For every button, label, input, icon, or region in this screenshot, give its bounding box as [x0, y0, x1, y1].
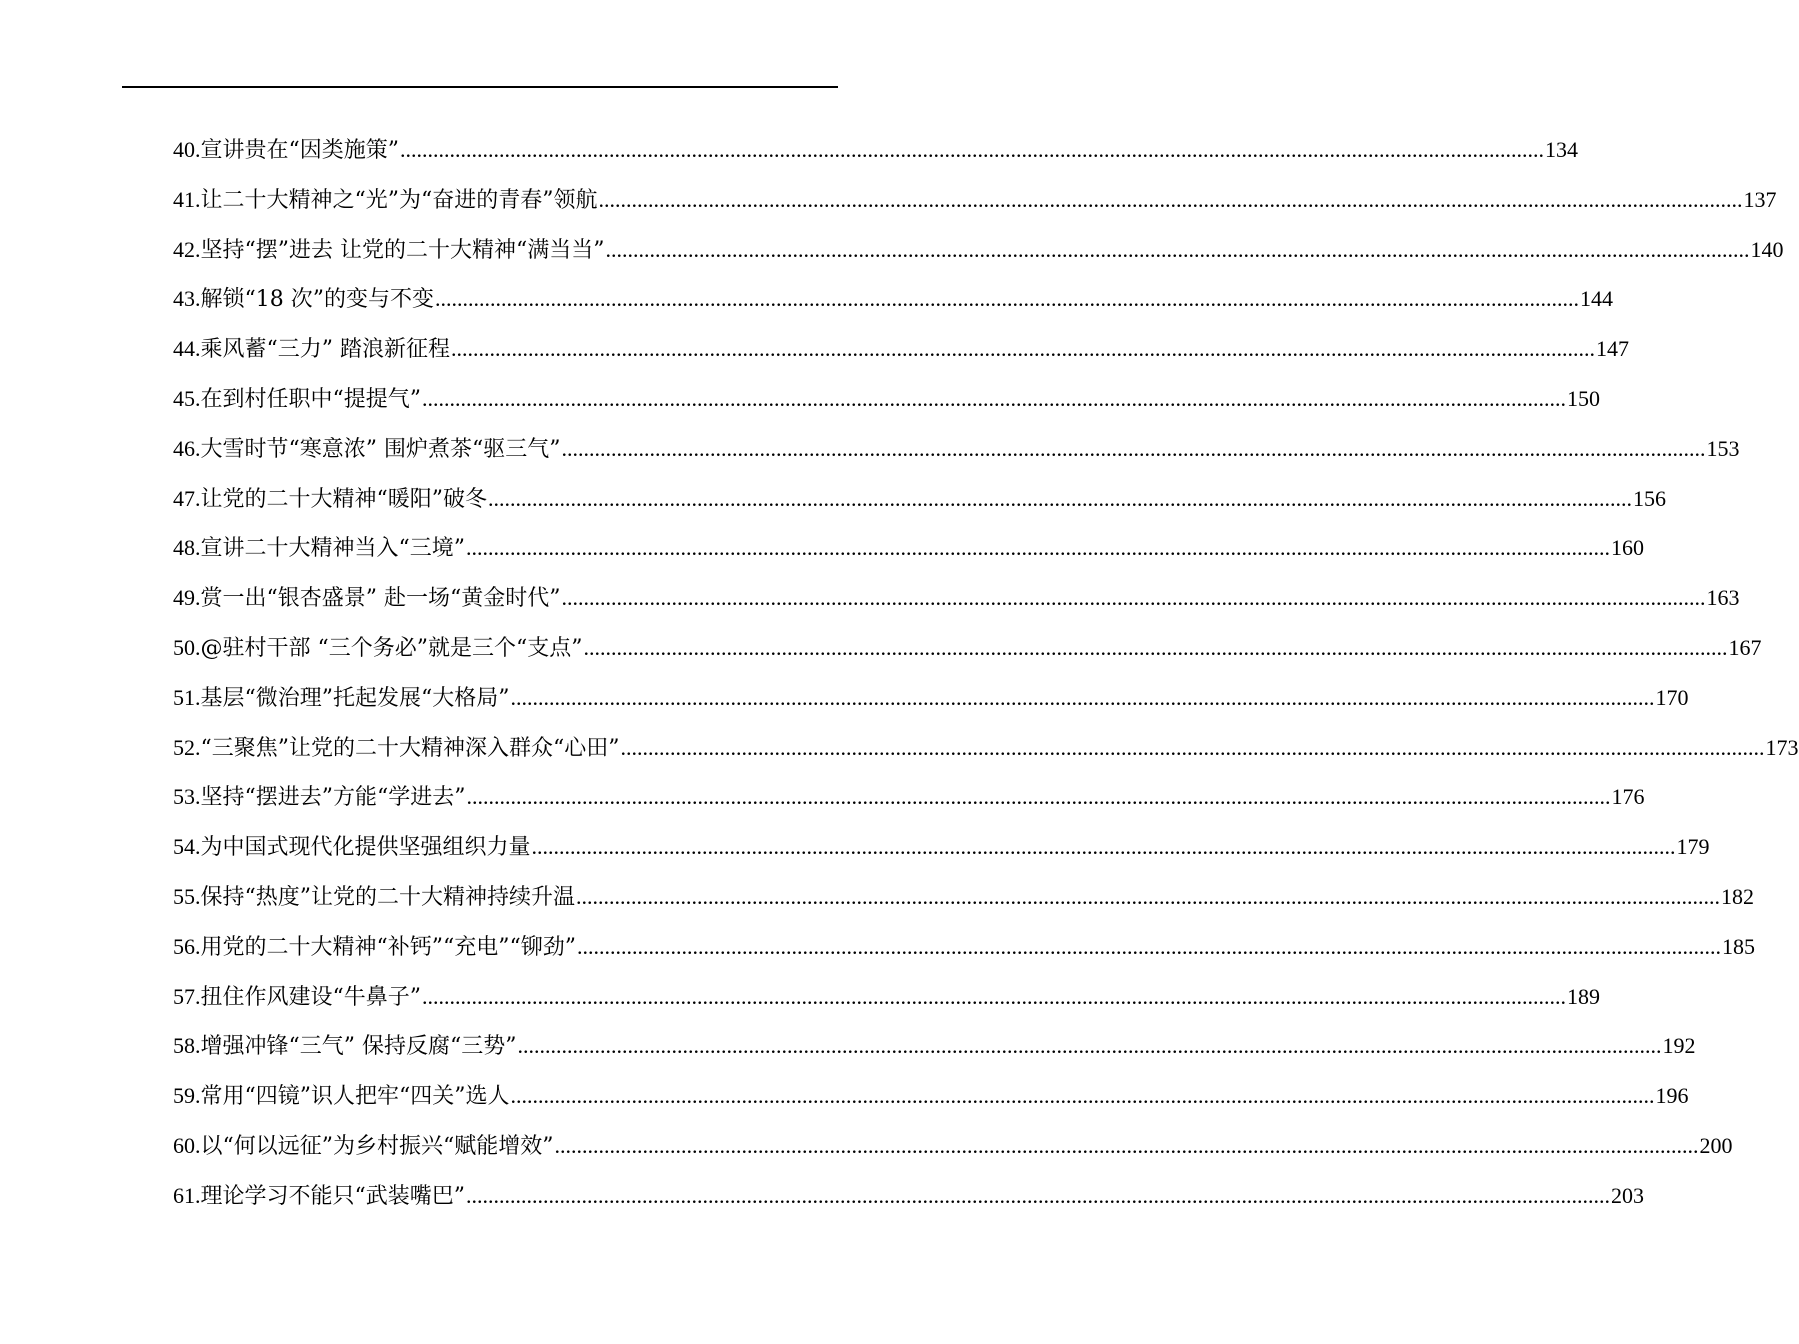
toc-entry-page-number: 173: [1765, 734, 1799, 760]
toc-entry-number: 43.: [173, 286, 201, 312]
toc-entry-title: 解锁“18 次”的变与不变: [200, 287, 434, 313]
toc-entry[interactable]: [173, 528, 1644, 578]
toc-entry-number: 57.: [173, 983, 201, 1009]
toc-entry[interactable]: [173, 927, 1755, 977]
toc-entry-page-number: 182: [1721, 883, 1754, 909]
toc-dot-leader: [435, 279, 1579, 319]
toc-entry-page-number: 144: [1579, 286, 1613, 312]
toc-entry-page-number: 179: [1676, 834, 1710, 860]
toc-entry[interactable]: [173, 329, 1629, 379]
toc-entry[interactable]: [173, 827, 1710, 877]
toc-entry-number: 56.: [173, 933, 201, 959]
toc-entry-number: 55.: [173, 883, 201, 909]
toc-entry-title: 保持“热度”让党的二十大精神持续升温: [200, 884, 575, 910]
toc-entry-title: 坚持“摆”进去 让党的二十大精神“满当当”: [200, 237, 605, 263]
toc-dot-leader: [466, 1176, 1610, 1216]
toc-dot-leader: [577, 927, 1721, 967]
toc-entry-page-number: 189: [1567, 983, 1600, 1009]
toc-entry-page-number: 203: [1611, 1182, 1644, 1208]
toc-entry-title: 赏一出“银杏盛景” 赴一场“黄金时代”: [200, 586, 561, 612]
toc-entry-page-number: 200: [1699, 1132, 1733, 1158]
toc-entry[interactable]: [173, 678, 1689, 728]
toc-entry[interactable]: [173, 578, 1740, 628]
toc-entry-page-number: 176: [1611, 784, 1645, 810]
toc-entry-title: 基层“微治理”托起发展“大格局”: [200, 685, 510, 711]
toc-entry[interactable]: [173, 1126, 1733, 1176]
toc-entry-number: 51.: [173, 684, 201, 710]
toc-entry-page-number: 170: [1655, 684, 1689, 710]
toc-entry-number: 42.: [173, 236, 201, 262]
toc-entry-page-number: 196: [1655, 1083, 1689, 1109]
toc-entry-number: 40.: [173, 137, 201, 162]
toc-dot-leader: [532, 827, 1676, 867]
toc-entry-title: 为中国式现代化提供坚强组织力量: [200, 835, 531, 861]
toc-dot-leader: [599, 180, 1743, 220]
toc-dot-leader: [517, 1026, 1661, 1066]
toc-entry-number: 41.: [173, 186, 201, 212]
toc-entry-number: 58.: [173, 1033, 201, 1059]
toc-dot-leader: [400, 130, 1544, 170]
toc-entry[interactable]: [173, 479, 1666, 529]
toc-entry-title: 让二十大精神之“光”为“奋进的青春”领航: [200, 187, 598, 213]
toc-entry-title: 让党的二十大精神“暖阳”破冬: [200, 486, 487, 512]
toc-dot-leader: [451, 329, 1595, 369]
toc-entry-page-number: 140: [1750, 236, 1784, 262]
toc-entry-page-number: 163: [1706, 585, 1740, 611]
toc-entry-page-number: 160: [1611, 535, 1644, 561]
toc-entry[interactable]: [173, 180, 1777, 230]
toc-entry-title: 大雪时节“寒意浓” 围炉煮茶“驱三气”: [200, 436, 561, 462]
toc-entry[interactable]: [173, 130, 1578, 180]
toc-entry-number: 52.: [173, 734, 201, 760]
toc-entry[interactable]: [173, 1176, 1644, 1226]
toc-entry[interactable]: [173, 1076, 1689, 1126]
toc-dot-leader: [422, 379, 1566, 419]
toc-dot-leader: [561, 429, 1705, 469]
toc-entry-title: 增强冲锋“三气” 保持反腐“三势”: [200, 1034, 517, 1060]
toc-entry[interactable]: [173, 628, 1762, 678]
toc-dot-leader: [466, 528, 1610, 568]
toc-dot-leader: [511, 1076, 1655, 1116]
toc-entry[interactable]: [173, 1026, 1696, 1076]
toc-dot-leader: [576, 877, 1720, 917]
toc-entry-page-number: 147: [1596, 336, 1629, 362]
toc-entry-number: 61.: [173, 1182, 201, 1208]
toc-entry-page-number: 137: [1743, 186, 1777, 212]
table-of-contents: [173, 130, 1799, 1226]
toc-entry-page-number: 156: [1633, 485, 1666, 511]
toc-entry-page-number: 134: [1545, 137, 1578, 162]
toc-dot-leader: [605, 230, 1749, 270]
toc-entry-title: 在到村任职中“提提气”: [200, 386, 421, 412]
toc-entry-title: 以“何以远征”为乡村振兴“赋能增效”: [200, 1133, 554, 1159]
toc-entry[interactable]: [173, 230, 1784, 280]
toc-entry-page-number: 167: [1728, 634, 1762, 660]
toc-entry-title: 用党的二十大精神“补钙”“充电”“铆劲”: [200, 934, 576, 960]
toc-entry[interactable]: [173, 977, 1600, 1027]
toc-dot-leader: [561, 578, 1705, 618]
toc-entry-number: 54.: [173, 834, 201, 860]
toc-dot-leader: [422, 977, 1566, 1017]
toc-entry-title: 常用“四镜”识人把牢“四关”选人: [200, 1084, 510, 1110]
toc-entry-title: 坚持“摆进去”方能“学进去”: [200, 785, 466, 811]
toc-entry-page-number: 192: [1662, 1033, 1696, 1059]
toc-entry-title: “三聚焦”让党的二十大精神深入群众“心田”: [200, 735, 620, 761]
toc-entry-title: 宣讲二十大精神当入“三境”: [200, 536, 465, 562]
toc-entry-page-number: 185: [1721, 933, 1755, 959]
toc-entry-title: 乘风蓄“三力” 踏浪新征程: [200, 337, 450, 363]
header-rule: [122, 86, 838, 88]
toc-entry-title: 宣讲贵在“因类施策”: [200, 138, 399, 163]
toc-entry-number: 50.: [173, 634, 201, 660]
toc-entry-title: 理论学习不能只“武装嘴巴”: [200, 1183, 465, 1209]
toc-entry-number: 49.: [173, 585, 201, 611]
toc-dot-leader: [621, 728, 1765, 768]
toc-dot-leader: [555, 1126, 1699, 1166]
toc-dot-leader: [467, 777, 1611, 817]
toc-entry[interactable]: [173, 777, 1645, 827]
toc-entry[interactable]: [173, 279, 1613, 329]
toc-entry[interactable]: [173, 728, 1799, 778]
toc-dot-leader: [511, 678, 1655, 718]
toc-entry-number: 60.: [173, 1132, 201, 1158]
toc-entry-number: 48.: [173, 535, 201, 561]
toc-entry-title: 扭住作风建设“牛鼻子”: [200, 984, 421, 1010]
toc-dot-leader: [488, 479, 1632, 519]
toc-entry-number: 47.: [173, 485, 201, 511]
toc-entry-title: @驻村干部 “三个务必”就是三个“支点”: [200, 635, 583, 661]
toc-entry[interactable]: [173, 877, 1754, 927]
toc-dot-leader: [583, 628, 1727, 668]
toc-entry-number: 53.: [173, 784, 201, 810]
toc-entry[interactable]: [173, 429, 1740, 479]
toc-entry-page-number: 150: [1567, 385, 1600, 411]
toc-entry-number: 46.: [173, 435, 201, 461]
toc-entry-number: 44.: [173, 336, 201, 362]
toc-entry[interactable]: [173, 379, 1600, 429]
toc-entry-number: 45.: [173, 385, 201, 411]
toc-entry-number: 59.: [173, 1083, 201, 1109]
toc-entry-page-number: 153: [1706, 435, 1740, 461]
